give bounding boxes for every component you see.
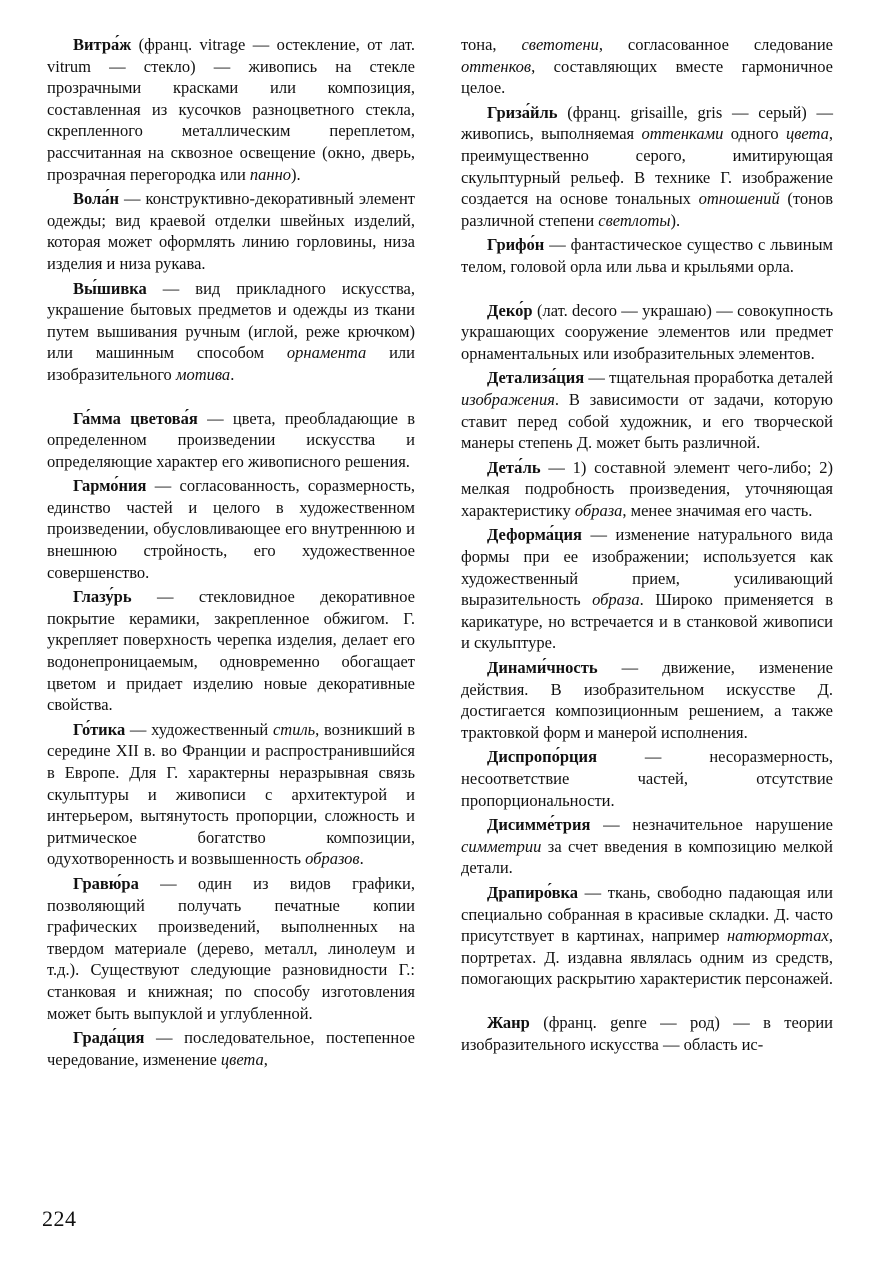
entry-gotika: Го́тика — художественный стиль, возникший в середине XII в. во Франции и распространившийся в Европе. Для Г. характерны неразрывная связь скульптуры и живописи с архитектурой и интерьером, вытянутость пропорции, сложность и ритмическое богатство композиции, одухотворенность и возвышенность образов. [47, 719, 416, 869]
entry-zhanr: Жанр (франц. genre — род) — в теории изобразительного искусства — область ис- [461, 1012, 834, 1054]
entry-detal: Дета́ль — 1) составной элемент чего-либо; 2) мелкая подробность произведения, уточняющая характеристику образа, менее значимая его часть. [461, 457, 834, 520]
entry-term: Деформа́ция [487, 525, 582, 545]
entry-drapirovka: Драпиро́вка — ткань, свободно падающая или специально собранная в красивые складки. Д. часто присутствует в картинах, например натюрмортах, портретах. Д. издавна являлась одним из средств, помогающих раскрытию характеристик персонажей. [461, 882, 834, 989]
page-number: 224 [42, 1206, 77, 1231]
entry-term: Жанр [487, 1012, 530, 1032]
entry-deformaciya: Деформа́ция — изменение натурального вида формы при ее изображении; используется как художественный прием, усиливающий выразительность образа. Широко применяется в карикатуре, но встречается и в станковой живописи и скульптуре. [461, 525, 833, 653]
left-column [47, 34, 415, 1073]
entry-term: Диспропо́рция [487, 747, 597, 767]
entry-term: Гравю́ра [73, 873, 139, 893]
entry-term: Га́мма цветова́я [73, 408, 198, 428]
entry-gravyura: Гравю́ра — один из видов графики, позволяющий получать печатные копии графических произведений, выполненных на твердом материале (дерево, металл, линолеум и т.д.). Существуют следующие разновидности Г.: станковая и книжная; по способу изготовления может быть выпуклой и углубленной. [47, 873, 416, 1023]
entry-term: Дисимме́трия [487, 815, 591, 835]
entry-term: Гармо́ния [73, 476, 147, 496]
entry-volan: Вола́н — конструктивно-декоративный элемент одежды; вид краевой отделки швейных изделий, которая может оформлять линию горловины, низа изделия и низа рукава. [47, 189, 416, 273]
entry-term: Вола́н [73, 189, 120, 209]
entry-disproporciya: Диспропо́рция — несоразмерность, несоответствие частей, отсутствие пропорциональности. [461, 747, 833, 810]
entry-vitrazh: Витра́ж (франц. vitrage — остекление, от лат. vitrum — стекло) — живопись на стекле прозрачными красками или композиция, составленная из кусочков разноцветного стекла, скрепленного металлическим переплетом, рассчитанная на сквозное освещение (окно, дверь, прозрачная перегородка или панно). [47, 35, 415, 184]
entry-term: Витра́ж [73, 35, 132, 54]
entry-term: Града́ция [73, 1028, 145, 1048]
entry-term: Драпиро́вка [487, 882, 579, 902]
entry-dekor: Деко́р (лат. decoro — украшаю) — совокупность украшающих сооружение элементов или предмет орнаментальных или изобразительных элементов. [461, 300, 834, 363]
entry-gamma: Га́мма цветова́я — цвета, преобладающие в определенном произведении искусства и определяющие характер его живописного решения. [47, 408, 416, 471]
entry-term: Глазу́рь [73, 587, 132, 607]
entry-term: Го́тика [73, 719, 126, 739]
entry-vyshivka: Вы́шивка — вид прикладного искусства, украшение бытовых предметов и одежды из ткани путем вышивания ручным (иглой, реже крючком) или машинным способом орнамента или изобразительного мотива. [47, 278, 415, 384]
entry-term: Гриза́йль [487, 102, 558, 122]
entry-detalizaciya: Детализа́ция — тщательная проработка деталей изображения. В зависимости от задачи, которую ставит перед собой художник, и его творческой манеры степень Д. может быть различной. [461, 368, 834, 453]
entry-dinamichnost: Динами́чность — движение, изменение действия. В изобразительном искусстве Д. достигается композиционным решением, а также трактовкой форм и манерой исполнения. [461, 658, 833, 742]
entry-term: Деко́р [487, 300, 533, 320]
entry-term: Дета́ль [487, 457, 541, 477]
entry-term: Грифо́н [487, 235, 545, 255]
entry-grizayl: Гриза́йль (франц. grisaille, gris — серый) — живопись, выполняемая оттенками одного цвета, преимущественно серого, имитирующая скульптурный рельеф. В технике Г. изображение создается на основе тональных отношений (тонов различной степени светлоты). [461, 102, 833, 230]
entry-glazur: Глазу́рь — стекловидное декоративное покрытие керамики, закрепленное обжигом. Г. укрепляет поверхность черепка изделия, делает его водонепроницаемым, одновременно обогащает цветом и придает изделию новые декоративные свойства. [47, 587, 416, 715]
entry-disimmetriya: Дисимме́трия — незначительное нарушение симметрии за счет введения в композицию мелкой детали. [461, 815, 834, 878]
right-column [461, 34, 833, 1058]
entry-term: Детализа́ция [487, 368, 585, 388]
entry-gradaciya: Града́ция — последовательное, постепенное чередование, изменение цвета, [47, 1028, 415, 1069]
entry-grifon: Грифо́н — фантастическое существо с львиным телом, головой орла или льва и крыльями орла. [461, 235, 833, 276]
entry-garmoniya: Гармо́ния — согласованность, соразмерность, единство частей и целого в художественном произведении, обусловливающее его внутреннюю и внешнюю стройность, его художественное совершенство. [47, 476, 415, 582]
entry-term: Вы́шивка [73, 278, 147, 298]
entry-gradaciya-continued: тона, светотени, согласованное следование оттенков, составляющих вместе гармоничное целое. [461, 35, 834, 98]
entry-term: Динами́чность [487, 658, 598, 678]
